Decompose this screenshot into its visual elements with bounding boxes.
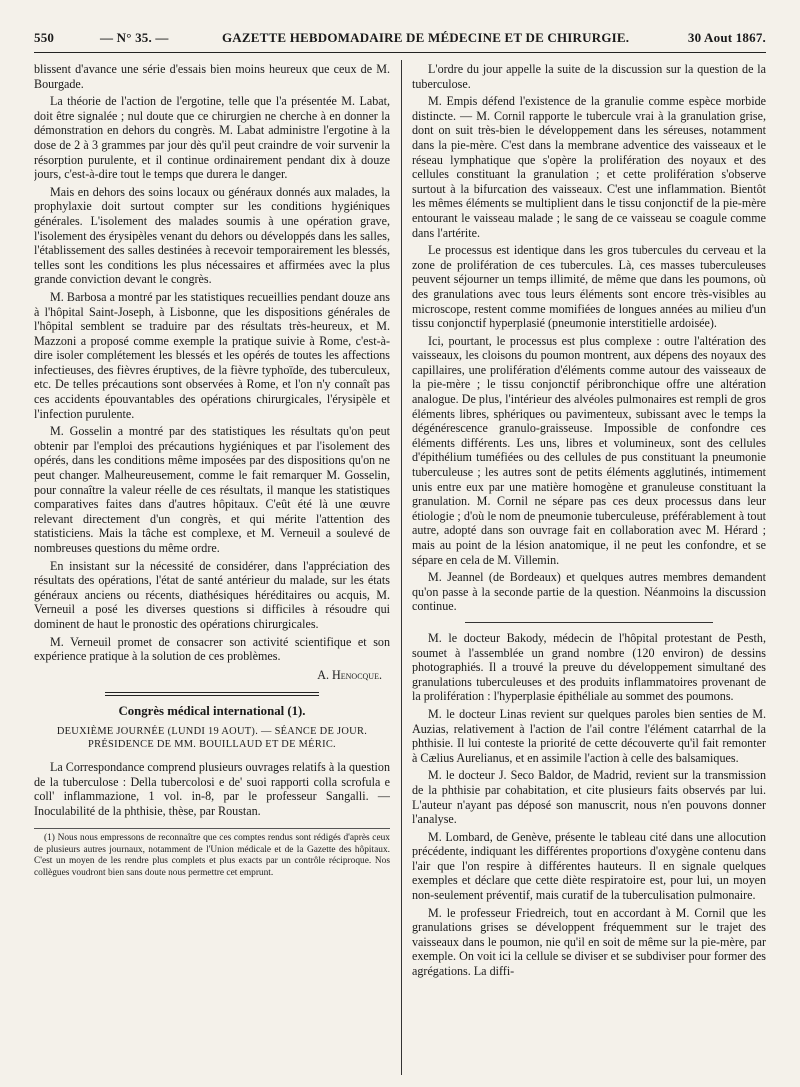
session-date: DEUXIÈME JOURNÉE (LUNDI 19 AOUT). — SÉANCE DE JOUR. (56, 725, 368, 737)
page-number: 550 (34, 30, 55, 45)
paragraph: M. Barbosa a montré par les statistiques recueillies pendant douze ans à l'hôpital Saint-Joseph, à Lisbonne, que les dispositions générales de l'hôpital semblent se traduire par des résultats très-heureux, et M. Mazzoni a proposé comme exemple la pratique suivie à Rome, c'est-à-dire isoler complétement les blessés et les opérés de toutes les affections infectieuses, des fièvres éruptives, de la fièvre typhoïde, des tuberculeux, etc. De telles précautions sont observées à Rome, et l'on n'y connaît pas ces accidents épouvantables des opérations chirurgicales, l'érysipèle et l'infection purulente. (34, 289, 390, 421)
issue-date: 30 Aout 1867. (687, 30, 766, 45)
right-column (412, 62, 766, 1075)
paragraph: Le processus est identique dans les gros tubercules du cerveau et la zone de prolifération de ces tubercules. Là, ces masses tuberculeuses peuvent séjourner un temps illimité, de même que dans les poumons, où des granulations avec tous leurs éléments sont encore très-visibles au microscope, restent comme momifiées de longues années au milieu d'un tissu conjonctif hyperplasié (pneumonie interstitielle ardoisée). (412, 243, 766, 331)
column-divider (401, 60, 402, 1075)
section-separator (465, 622, 713, 623)
correspondence-paragraph: La Correspondance comprend plusieurs ouvrages relatifs à la question de la tuberculose : Della tubercolosi e de' suoi rapporti colla scrofula e coll' inflammazione, 1 vol. in-8, par le professeur Sangalli. — Inoculabilité de la phthisie, thèse, par Roustan. (34, 759, 390, 818)
paragraph: M. Gosselin a montré par des statistiques les résultats qu'on peut obtenir par l'emploi des précautions hygiéniques et par l'isolement des opérés, dans les conditions même imposées par des dispositions qu'on ne peut changer. Malheureusement, comme le fait remarquer M. Gosselin, pour connaître la valeur réelle de ces résultats, il manque les statistiques comparatives faites dans d'autres hôpitaux. C'eût été là une œuvre relevant directement d'un congrès, et qui mérite l'attention des statisticiens. Mais la tâche est complexe, et M. Verneuil a soulevé de nombreuses questions du même ordre. (34, 424, 390, 555)
footnote-text: (1) Nous nous empressons de reconnaître que ces comptes rendus sont rédigés d'après ceux de plusieurs autres journaux, notamment de l'Union médicale et de la Gazette des hôpitaux. C'est un moyen de les rendre plus complets et plus exacts par un contrôle réciproque. Nos collègues voudront bien sans doute nous permettre cet emprunt. (34, 833, 390, 878)
paragraph: L'ordre du jour appelle la suite de la discussion sur la question de la tuberculose. (412, 62, 766, 91)
journal-title: GAZETTE HEBDOMADAIRE DE MÉDECINE ET DE CHIRURGIE. (222, 30, 630, 45)
section-title: Congrès médical international (1). (118, 704, 306, 719)
paragraph: M. le docteur J. Seco Baldor, de Madrid, revient sur la transmission de la phthisie par cohabitation, et cite plusieurs faits observés par lui. L'auteur n'ayant pas déposé son manuscrit, nous n'en pouvons donner l'analyse. (412, 768, 766, 827)
paragraph: M. le docteur Linas revient sur quelques paroles bien senties de M. Auzias, relativement à l'action de l'ail contre l'élément catarrhal de la phthisie. Il lui conteste la priorité de cette découverte qu'il fait remonter à Cælius Aurelianus, et en assimile l'action à celle des balsamiques. (412, 706, 766, 765)
left-column (34, 62, 390, 1075)
paragraph: M. le docteur Bakody, médecin de l'hôpital protestant de Pesth, soumet à l'assemblée un grand nombre (120 environ) de dessins photographiés. Il a trouvé la preuve du développement simultané des granulations tuberculeuses et des produits inflammatoires provenant de la prolifération : l'hyperplasie épithéliale au sommet des poumons. (412, 630, 766, 704)
paragraph: M. Jeannel (de Bordeaux) et quelques autres membres demandent qu'on passe à la seconde partie de la question. Néanmoins la discussion continue. (412, 570, 766, 614)
issue-number: — N° 35. — (100, 30, 169, 45)
paragraph: En insistant sur la nécessité de considérer, dans l'appréciation des résultats des opérations, l'état de santé antérieur du malade, sur les états généraux anciens ou récents, diathésiques héréditaires ou acquis, M. Verneuil a posé les diverses questions si difficiles à résoudre qui dominent de haut le pronostic des opérations chirurgicales. (34, 558, 390, 631)
session-presidency: PRÉSIDENCE DE MM. BOUILLAUD ET DE MÉRIC. (88, 739, 336, 751)
paragraph: Ici, pourtant, le processus est plus complexe : outre l'altération des vaisseaux, les cloisons du poumon montrent, aux dépens des noyaux des capillaires, une prolifération d'éléments comme autour des vaisseaux de la pie-mère ; le tissu conjonctif péribronchique offre une altération analogue. De plus, l'intérieur des alvéoles pulmonaires est rempli de gros éléments libres, sphériques ou pavimenteux, subissant avec le temps la dégénérescence granulo-graisseuse. Impossible de confondre ces éléments différents. Les uns, libres et volumineux, sont des cellules d'épithélium tuméfiées ou des cellules de pus constituant la pneumonie tuberculeuse ; les autres sont de petits éléments agglutinés, intimement unis entre eux par une matière homogène et granuleuse constituant la granulation. M. Cornil ne sépare pas ces deux processus dans leur étiologie ; d'où le nom de pneumonie tuberculeuse, préférablement à tout autre, adopté dans son ouvrage fait en collaboration avec M. Hérard ; mais au point de la lésion anatomique, il ne peut les confondre, et se sépare en cela de M. Villemin. (412, 333, 766, 567)
paragraph: M. le professeur Friedreich, tout en accordant à M. Cornil que les granulations grises se développent fréquemment sur le trajet des vaisseaux dans le poumon, nie qu'il en soit de même sur la pie-mère, par exemple. On voit ici la cellule se diviser et se subdiviser pour former des agrégations. La diffi- (412, 905, 766, 979)
paragraph: La théorie de l'action de l'ergotine, telle que l'a présentée M. Labat, doit être signalée ; nul doute que ce chirurgien ne cherche à en donner la démonstration en dehors du congrès. M. Labat administre l'ergotine à la dose de 2 à 3 grammes par jour dès qu'il peut craindre de voir survenir la résorption purulente, et il continue ordinairement pendant dix à douze jours, c'est-à-dire tout le temps que durera le danger. (34, 94, 390, 182)
footnote (34, 828, 390, 879)
paragraph: M. Empis défend l'existence de la granulie comme espèce morbide distincte. — M. Cornil rapporte le tubercule vrai à la granulation grise, dont on suit très-bien le développement dans les séreuses, notamment dans la pie-mère. C'est dans la membrane adventice des vaisseaux et le réseau lymphatique que s'opère la prolifération des noyaux et des cellules constituant la granulation ; et cette prolifération s'observe surtout à la bifurcation des vaisseaux. C'est une inflammation. Bientôt les mêmes éléments se multiplient dans le tissu conjonctif de la pie-mère entourant le vaisseau malade ; le sang de ce vaisseau se coagule comme dans l'artérite. (412, 94, 766, 240)
paragraph: M. Lombard, de Genève, présente le tableau cité dans une allocution précédente, indiquant les différentes proportions d'oxygène contenu dans l'air que l'on respire à différentes hauteurs. Il en signale quelques exemples et déclare que cette diète respiratoire est, pour lui, un moyen non-seulement préventif, mais curatif de la tuberculisation pulmonaire. (412, 829, 766, 903)
paragraph: Mais en dehors des soins locaux ou généraux donnés aux malades, la prophylaxie doit surtout compter sur les conditions hygiéniques générales. L'isolement des malades soumis à une opération grave, l'isolement des érysipèles venant du dehors ou développés dans les salles, l'établissement des salles destinées à recevoir temporairement les blessés, telles sont les conditions les plus nécessaires et affirmées avec la plus grande conviction devant le congrès. (34, 184, 390, 287)
section-separator (105, 692, 319, 696)
paragraph: blissent d'avance une série d'essais bien moins heureux que ceux de M. Bourgade. (34, 62, 390, 91)
author-signature: A. Henocque. (317, 667, 382, 682)
paragraph: M. Verneuil promet de consacrer son activité scientifique et son expérience pratique à la solution de ces problèmes. (34, 634, 390, 664)
page-header (34, 26, 766, 53)
session-subtitle (34, 725, 390, 752)
